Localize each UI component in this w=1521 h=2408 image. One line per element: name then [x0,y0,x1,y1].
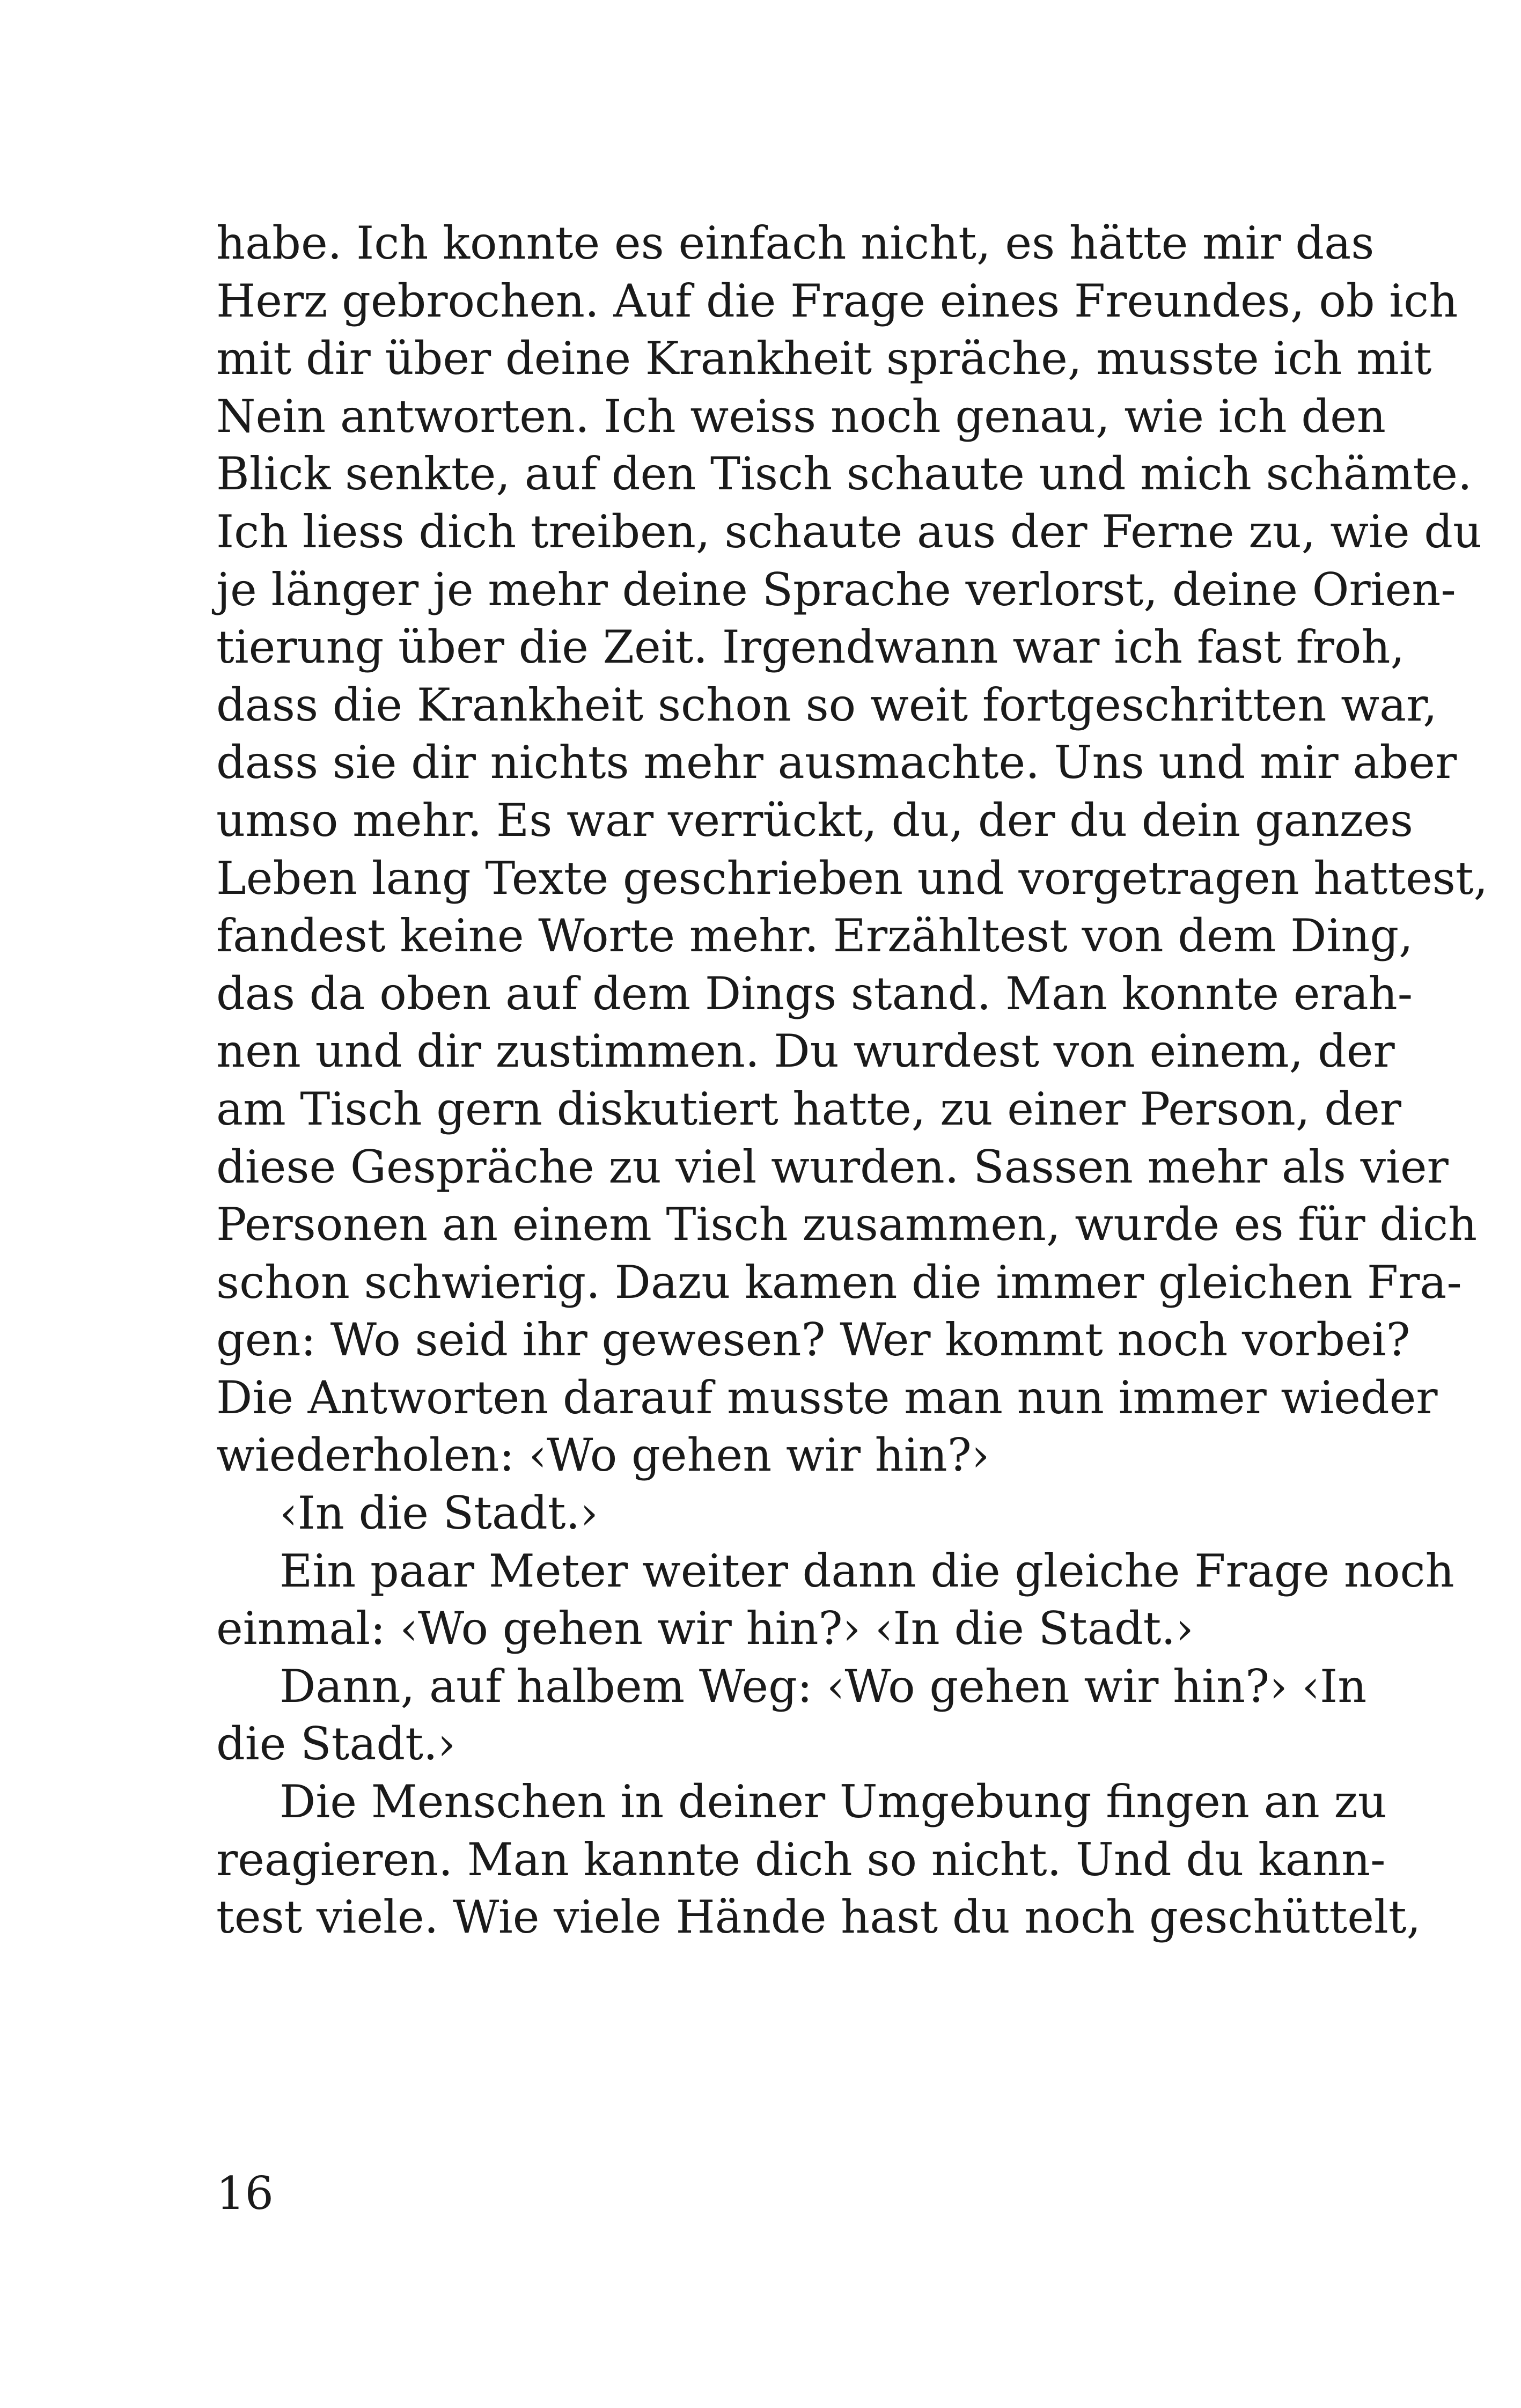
text-line: Dann, auf halbem Weg: ‹Wo gehen wir hin?› ‹In [280,1660,1367,1713]
text-line: nen und dir zustimmen. Du wurdest von einem, der [216,1025,1395,1078]
text-line: die Stadt.› [216,1717,456,1771]
text-line: Die Menschen in deiner Umgebung fingen an zu [280,1775,1387,1829]
text-line: je länger je mehr deine Sprache verlorst, deine Orien- [216,563,1456,616]
text-line: diese Gespräche zu viel wurden. Sassen mehr als vier [216,1140,1449,1193]
text-line: wiederholen: ‹Wo gehen wir hin?› [216,1429,990,1482]
text-line: am Tisch gern diskutiert hatte, zu einer Person, der [216,1082,1401,1135]
text-line: Nein antworten. Ich weiss noch genau, wie ich den [216,390,1386,443]
text-line: Ein paar Meter weiter dann die gleiche Frage noch [280,1544,1454,1597]
body-text [216,215,1488,1947]
text-line: Personen an einem Tisch zusammen, wurde es für dich [216,1198,1478,1251]
text-line: Leben lang Texte geschrieben und vorgetragen hattest, [216,851,1488,905]
text-line: dass sie dir nichts mehr ausmachte. Uns und mir aber [216,736,1457,789]
text-line: umso mehr. Es war verrückt, du, der du dein ganzes [216,794,1413,847]
text-line: Herz gebrochen. Auf die Frage eines Freundes, ob ich [216,274,1458,327]
text-line: schon schwierig. Dazu kamen die immer gleichen Fra- [216,1256,1462,1309]
text-line: einmal: ‹Wo gehen wir hin?› ‹In die Stadt.› [216,1602,1194,1655]
text-line: fandest keine Worte mehr. Erzähltest von dem Ding, [216,909,1413,963]
text-line: dass die Krankheit schon so weit fortgeschritten war, [216,678,1437,731]
text-line: test viele. Wie viele Hände hast du noch geschüttelt, [216,1891,1421,1944]
text-line: Ich liess dich treiben, schaute aus der Ferne zu, wie du [216,505,1482,558]
text-line: gen: Wo seid ihr gewesen? Wer kommt noch vorbei? [216,1313,1410,1367]
text-line: tierung über die Zeit. Irgendwann war ich fast froh, [216,621,1405,674]
text-line: ‹In die Stadt.› [280,1487,598,1540]
text-line: Blick senkte, auf den Tisch schaute und mich schämte. [216,447,1472,501]
text-line: Die Antworten darauf musste man nun immer wieder [216,1371,1438,1424]
page-number: 16 [216,2167,274,2220]
text-line: habe. Ich konnte es einfach nicht, es hätte mir das [216,217,1375,269]
text-line: das da oben auf dem Dings stand. Man konnte erah- [216,967,1413,1020]
text-line: mit dir über deine Krankheit spräche, musste ich mit [216,332,1432,385]
text-line: reagieren. Man kannte dich so nicht. Und du kann- [216,1833,1386,1886]
